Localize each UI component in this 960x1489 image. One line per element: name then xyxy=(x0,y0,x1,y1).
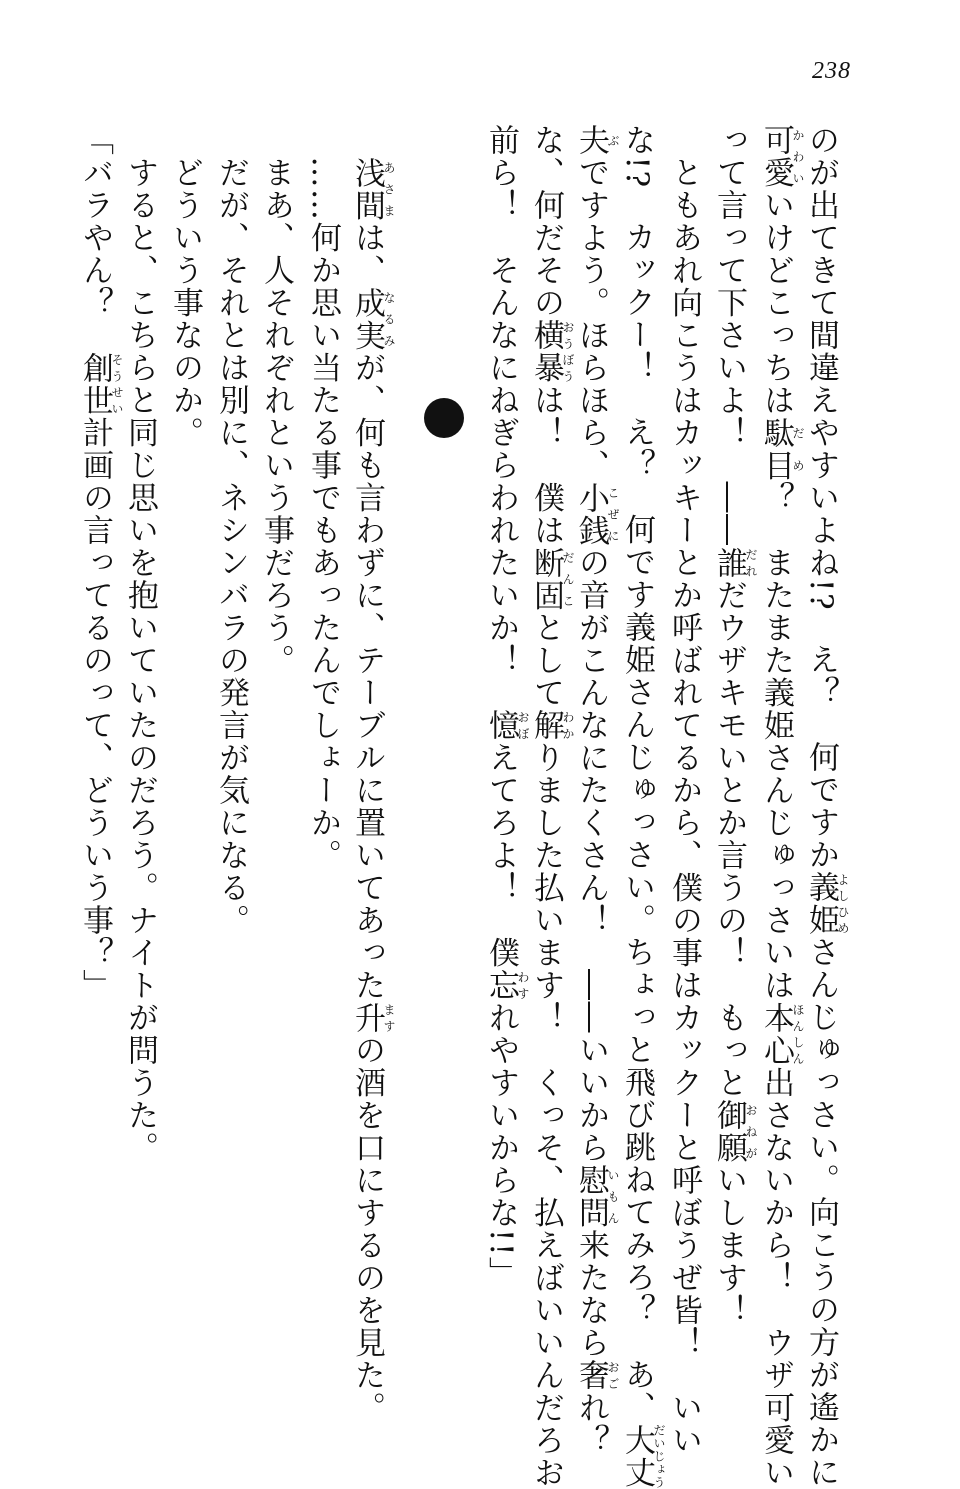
ruby-word: 義姫よしひめ xyxy=(803,871,839,936)
furigana: だんこ xyxy=(561,547,575,612)
furigana: だめ xyxy=(791,417,805,482)
ruby-word: 慰問いもん xyxy=(573,1164,609,1229)
furigana: あさま xyxy=(382,157,396,222)
text-column-c06 xyxy=(572,124,619,1457)
text-column-c03 xyxy=(710,124,757,1327)
ruby-word: 解わか xyxy=(528,709,564,742)
furigana: よしひめ xyxy=(836,871,850,936)
furigana: おぼ xyxy=(516,709,530,742)
text-run: ともあれ向こうはカッキーとか呼ばれてるから、僕の事はカックーと呼ぼうぜ皆！ いい xyxy=(666,124,702,1457)
ruby-word: 浅間あさま xyxy=(349,157,385,222)
ruby-word: 夫ぶ xyxy=(573,124,609,157)
ruby-word: 憶おぼ xyxy=(483,709,519,742)
text-run xyxy=(349,124,385,157)
text-run: えてろよ！ 僕 xyxy=(483,742,519,970)
text-run: 前ら！ そんなにねぎらわれたいか！ xyxy=(483,124,519,709)
text-run: の酒を口にするのを見た。 xyxy=(349,1034,385,1424)
text-run: な!? カックー！ え？ 何です義姫さんじゅっさい。ちょっと飛び跳ねてみろ？ あ、 xyxy=(619,124,655,1424)
text-run: だが、それとは別に、ネシンバラの発言が気になる。 xyxy=(213,124,249,937)
text-column-c08 xyxy=(482,124,529,1289)
text-run: ……何か思い当たる事でもあったんでしょーか。 xyxy=(305,124,341,872)
text-run: の音がこんなにたくさん！ ――いいから xyxy=(573,547,609,1165)
text-run: ですよう。ほらほら、 xyxy=(573,157,609,482)
ruby-word: 断固だんこ xyxy=(528,547,564,612)
text-run: まあ、人それぞれという事だろう。 xyxy=(258,124,294,677)
ruby-word: 駄目だめ xyxy=(758,417,794,482)
text-run: りました払います！ くっそ、払えばいいんだろお xyxy=(528,742,564,1489)
text-column-c07 xyxy=(527,124,574,1489)
text-run: どういう事なのか。 xyxy=(167,124,203,449)
ruby-word: 横暴おうぼう xyxy=(528,319,564,384)
ruby-word: 升ます xyxy=(349,1002,385,1035)
ruby-word: 成実なるみ xyxy=(349,287,385,352)
ruby-word: 可愛かわい xyxy=(758,124,794,189)
text-run: いけどこっちは xyxy=(758,189,794,417)
furigana: おうぼう xyxy=(561,319,575,384)
text-run: 出さないから！ ウザ可愛い xyxy=(758,1067,794,1489)
ruby-word: 本心ほんしん xyxy=(758,1002,794,1067)
text-run: な、何だその xyxy=(528,124,564,319)
furigana: わか xyxy=(561,709,575,742)
ruby-word: 奢おご xyxy=(573,1359,609,1392)
furigana: ます xyxy=(382,1002,396,1035)
furigana: おねが xyxy=(744,1099,758,1164)
text-run: だウザキモいとか言うの！ もっと xyxy=(711,579,747,1099)
text-column-c01 xyxy=(802,124,849,1489)
text-run: すると、こちらと同じ思いを抱いていたのだろう。ナイトが問うた。 xyxy=(122,124,158,1164)
text-run: が、何も言わずに、テーブルに置いてあった xyxy=(349,352,385,1002)
furigana: ぶ xyxy=(606,124,620,157)
furigana: おご xyxy=(606,1359,620,1392)
ruby-word: 誰だれ xyxy=(711,547,747,580)
text-run: さんじゅっさい。向こうの方が遙かに xyxy=(803,936,839,1489)
text-run: って言って下さいよ！ ―― xyxy=(711,124,747,547)
text-run: は、 xyxy=(349,222,385,287)
ruby-word: 御願おねが xyxy=(711,1099,747,1164)
text-run: 来たなら xyxy=(573,1229,609,1359)
text-run: として xyxy=(528,612,564,710)
furigana: かわい xyxy=(791,124,805,189)
text-column-c02 xyxy=(757,124,804,1489)
furigana: だいじょう xyxy=(652,1424,666,1489)
text-run: のが出てきて間違えやすいよね!? え？ 何ですか xyxy=(803,124,839,871)
text-column-c15 xyxy=(76,124,123,1002)
text-run: 計画の言ってるのって、どういう事？」 xyxy=(77,417,113,1002)
furigana: そうせい xyxy=(110,352,124,417)
text-run: れやすいからな!!」 xyxy=(483,1002,519,1290)
text-run: は！ 僕は xyxy=(528,384,564,547)
furigana: わす xyxy=(516,969,530,1002)
text-column-c14 xyxy=(121,124,159,1164)
text-column-c11 xyxy=(257,124,295,677)
text-run: れ？ xyxy=(573,1392,609,1457)
furigana: ほんしん xyxy=(791,1002,805,1067)
text-column-c13 xyxy=(166,124,204,449)
ruby-word: 創世そうせい xyxy=(77,352,113,417)
text-run: ？ またまた義姫さんじゅっさいは xyxy=(758,482,794,1002)
text-run: いします！ xyxy=(711,1164,747,1327)
section-break-bullet xyxy=(424,398,464,438)
text-run: 「バラやん？ xyxy=(77,124,113,352)
furigana: なるみ xyxy=(382,287,396,352)
furigana: いもん xyxy=(606,1164,620,1229)
text-column-c09 xyxy=(348,124,395,1424)
ruby-word: 小銭こぜに xyxy=(573,482,609,547)
text-column-c04 xyxy=(665,124,703,1457)
page-number: 238 xyxy=(812,58,851,85)
ruby-word: 忘わす xyxy=(483,969,519,1002)
text-column-c10 xyxy=(304,124,342,872)
furigana: こぜに xyxy=(606,482,620,547)
ruby-word: 大丈だいじょう xyxy=(619,1424,655,1489)
furigana: だれ xyxy=(744,547,758,580)
text-column-c05 xyxy=(618,124,665,1489)
text-column-c12 xyxy=(212,124,250,937)
